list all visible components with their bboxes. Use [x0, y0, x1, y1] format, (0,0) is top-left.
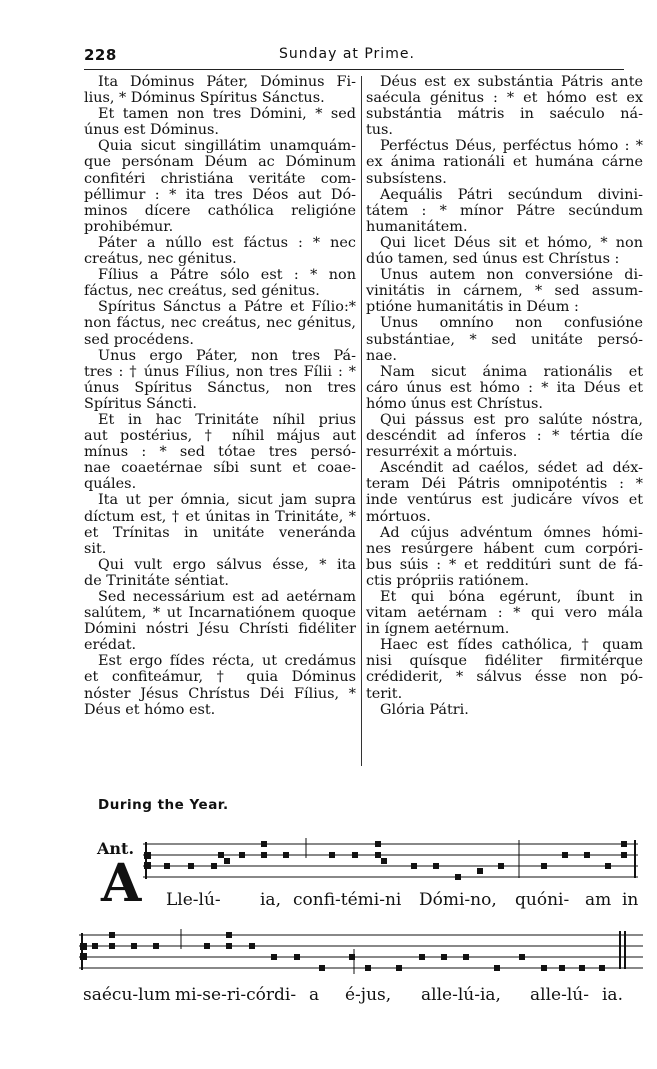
chant-neumes-2 [80, 932, 605, 971]
text-line: péllimur : * ita tres Déos aut Dó- [84, 186, 356, 203]
text-line: sit. [84, 540, 107, 557]
text-line: tus. [366, 122, 394, 139]
text-line: Glória Pátri. [380, 701, 469, 718]
chant-staff-1 [143, 838, 638, 888]
text-line: nes resúrgere hábent cum corpóri- [366, 540, 643, 557]
text-line: teram Déi Pátris omnipoténtis : * [366, 476, 643, 493]
text-line: que persónam Déum ac Dóminum [84, 154, 356, 171]
text-line: non fáctus, nec creátus, nec génitus, [84, 315, 356, 332]
text-line: tres : † únus Fílius, non tres Fílii : * [84, 363, 356, 380]
chant-syllable: Lle-lú- [166, 890, 221, 910]
text-line: et Trínitas in unitáte veneránda [84, 524, 356, 541]
text-line: tátem : * mínor Pátre secúndum [366, 202, 643, 219]
text-line: creátus, nec génitus. [84, 251, 237, 268]
text-line: confitéri christiána veritáte com- [84, 170, 356, 187]
text-line: Ad cújus advéntum ómnes hómi- [380, 524, 643, 541]
column-divider [361, 76, 362, 766]
chant-syllable: quóni- [515, 890, 570, 910]
text-line: Ita ut per ómnia, sicut jam supra [98, 492, 356, 509]
chant-syllable: am [585, 890, 612, 910]
text-line: quáles. [84, 476, 137, 493]
text-line: sed procédens. [84, 331, 194, 348]
text-line: Et qui bóna egérunt, íbunt in [380, 589, 643, 605]
text-line: únus est Dóminus. [84, 122, 219, 139]
text-line: Sed necessárium est ad aetérnam [98, 589, 356, 605]
text-line: Spíritus Sánctus a Pátre et Fílio:* [98, 299, 356, 316]
text-line: Dómini nóstri Jésu Chrísti fidéliter [84, 621, 356, 638]
text-line: ptióne humanitátis in Déum : [366, 299, 579, 316]
text-line: Perféctus Déus, perféctus hómo : * [380, 138, 643, 155]
running-title: Sunday at Prime. [279, 46, 415, 62]
text-line: Aequális Pátri secúndum divini- [380, 186, 643, 203]
text-line: Déus et hómo est. [84, 701, 216, 718]
chant-syllable: alle-lú-ia, [421, 985, 501, 1005]
text-line: Fílius a Pátre sólo est : * non [98, 267, 356, 284]
chant-syllable: ia. [602, 985, 623, 1005]
text-line: substántia mátris in saéculo ná- [366, 106, 643, 123]
page-number: 228 [84, 46, 117, 64]
text-line: lius, * Dóminus Spíritus Sánctus. [84, 90, 325, 107]
text-line: subsístens. [366, 170, 447, 187]
text-line: cáro únus est hómo : * ita Déus et [366, 379, 643, 396]
text-line: Déus est ex substántia Pátris ante [380, 74, 643, 90]
text-line: bus súis : * et redditúri sunt de fá- [366, 556, 643, 573]
text-line: inde ventúrus est judicáre vívos et [366, 492, 643, 509]
text-line: Ita Dóminus Páter, Dóminus Fi- [98, 74, 356, 90]
text-line: nae. [366, 347, 397, 364]
chant-syllable: a [309, 985, 320, 1005]
text-line: saécula génitus : * et hómo est ex [366, 90, 643, 107]
text-line: Qui pássus est pro salúte nóstra, [380, 411, 643, 428]
chant-syllable: ia, [260, 890, 281, 910]
text-line: aut postérius, † níhil május aut [84, 428, 356, 445]
text-line: substántiae, * sed unitáte persó- [366, 331, 643, 348]
text-line: nisi quísque fidéliter firmitérque [366, 653, 643, 670]
text-line: resurréxit a mórtuis. [366, 444, 518, 461]
page-header [84, 46, 624, 66]
text-line: hómo únus est Chrístus. [366, 395, 543, 412]
text-line: mínus : * sed tótae tres persó- [84, 444, 356, 461]
text-line: Nam sicut ánima rationális et [380, 363, 643, 380]
text-line: únus Spíritus Sánctus, non tres [84, 379, 356, 396]
text-line: Et in hac Trinitáte níhil prius [98, 411, 356, 428]
left-text-column [84, 74, 356, 718]
chant-syllable: Dómi-no, [419, 890, 497, 910]
text-line: Quia sicut singillátim unamquám- [98, 138, 356, 155]
chant-syllable: confi-témi-ni [293, 890, 402, 910]
drop-initial: A [101, 853, 142, 914]
text-line: salútem, * ut Incarnatiónem quoque [84, 605, 356, 622]
text-line: Et tamen non tres Dómini, * sed [98, 106, 356, 123]
right-text-column [366, 74, 643, 718]
text-line: Páter a núllo est fáctus : * nec [98, 234, 356, 251]
chant-syllable: mi-se-ri-córdi- [175, 985, 297, 1005]
text-line: Est ergo fídes récta, ut credámus [98, 653, 356, 670]
chant-syllable: é-jus, [345, 985, 392, 1005]
chant-syllable: in [622, 890, 639, 910]
text-line: et confiteámur, † quia Dóminus [84, 669, 356, 686]
text-line: fáctus, nec creátus, sed génitus. [84, 283, 320, 300]
chant-syllable: saécu-lum [83, 985, 171, 1005]
text-line: mórtuos. [366, 508, 431, 525]
text-line: prohibémur. [84, 218, 174, 235]
text-line: Spíritus Sáncti. [84, 395, 197, 412]
text-line: vinitátis in cárnem, * sed assum- [366, 283, 643, 300]
text-line: nae coaetérnae síbi sunt et coae- [84, 460, 356, 477]
text-line: nóster Jésus Chrístus Déi Fílius, * [84, 685, 356, 702]
text-line: dúo tamen, sed únus est Chrístus : [366, 251, 620, 268]
chant-syllable: alle-lú- [530, 985, 589, 1005]
text-line: de Trinitáte séntiat. [84, 572, 229, 589]
text-line: ex ánima rationáli et humána cárne [366, 154, 643, 171]
antiphon-label: Ant. [97, 839, 135, 858]
text-line: terit. [366, 685, 403, 702]
section-label: During the Year. [98, 797, 229, 813]
text-line: erédat. [84, 637, 137, 654]
text-line: crédiderit, * sálvus ésse non pó- [366, 669, 643, 686]
text-line: Unus ergo Páter, non tres Pá- [98, 347, 356, 364]
chant-staff-2 [79, 929, 643, 979]
text-line: Qui licet Déus sit et hómo, * non [380, 234, 643, 251]
text-line: vitam aetérnam : * qui vero mála [366, 605, 643, 622]
chant-neumes-1 [144, 841, 627, 880]
text-line: Unus autem non conversióne di- [380, 267, 643, 284]
text-line: Qui vult ergo sálvus ésse, * ita [98, 556, 356, 573]
text-line: ctis própriis ratiónem. [366, 572, 529, 589]
text-line: descéndit ad ínferos : * tértia díe [366, 428, 643, 445]
text-line: Ascéndit ad caélos, sédet ad déx- [380, 460, 643, 477]
header-rule [84, 69, 624, 70]
text-line: minos dícere cathólica religióne [84, 202, 356, 219]
text-line: humanitátem. [366, 218, 468, 235]
text-line: Unus omníno non confusióne [380, 315, 643, 332]
text-line: in ígnem aetérnum. [366, 621, 510, 638]
text-line: Haec est fídes cathólica, † quam [380, 637, 643, 654]
text-line: díctum est, † et únitas in Trinitáte, * [84, 508, 356, 525]
